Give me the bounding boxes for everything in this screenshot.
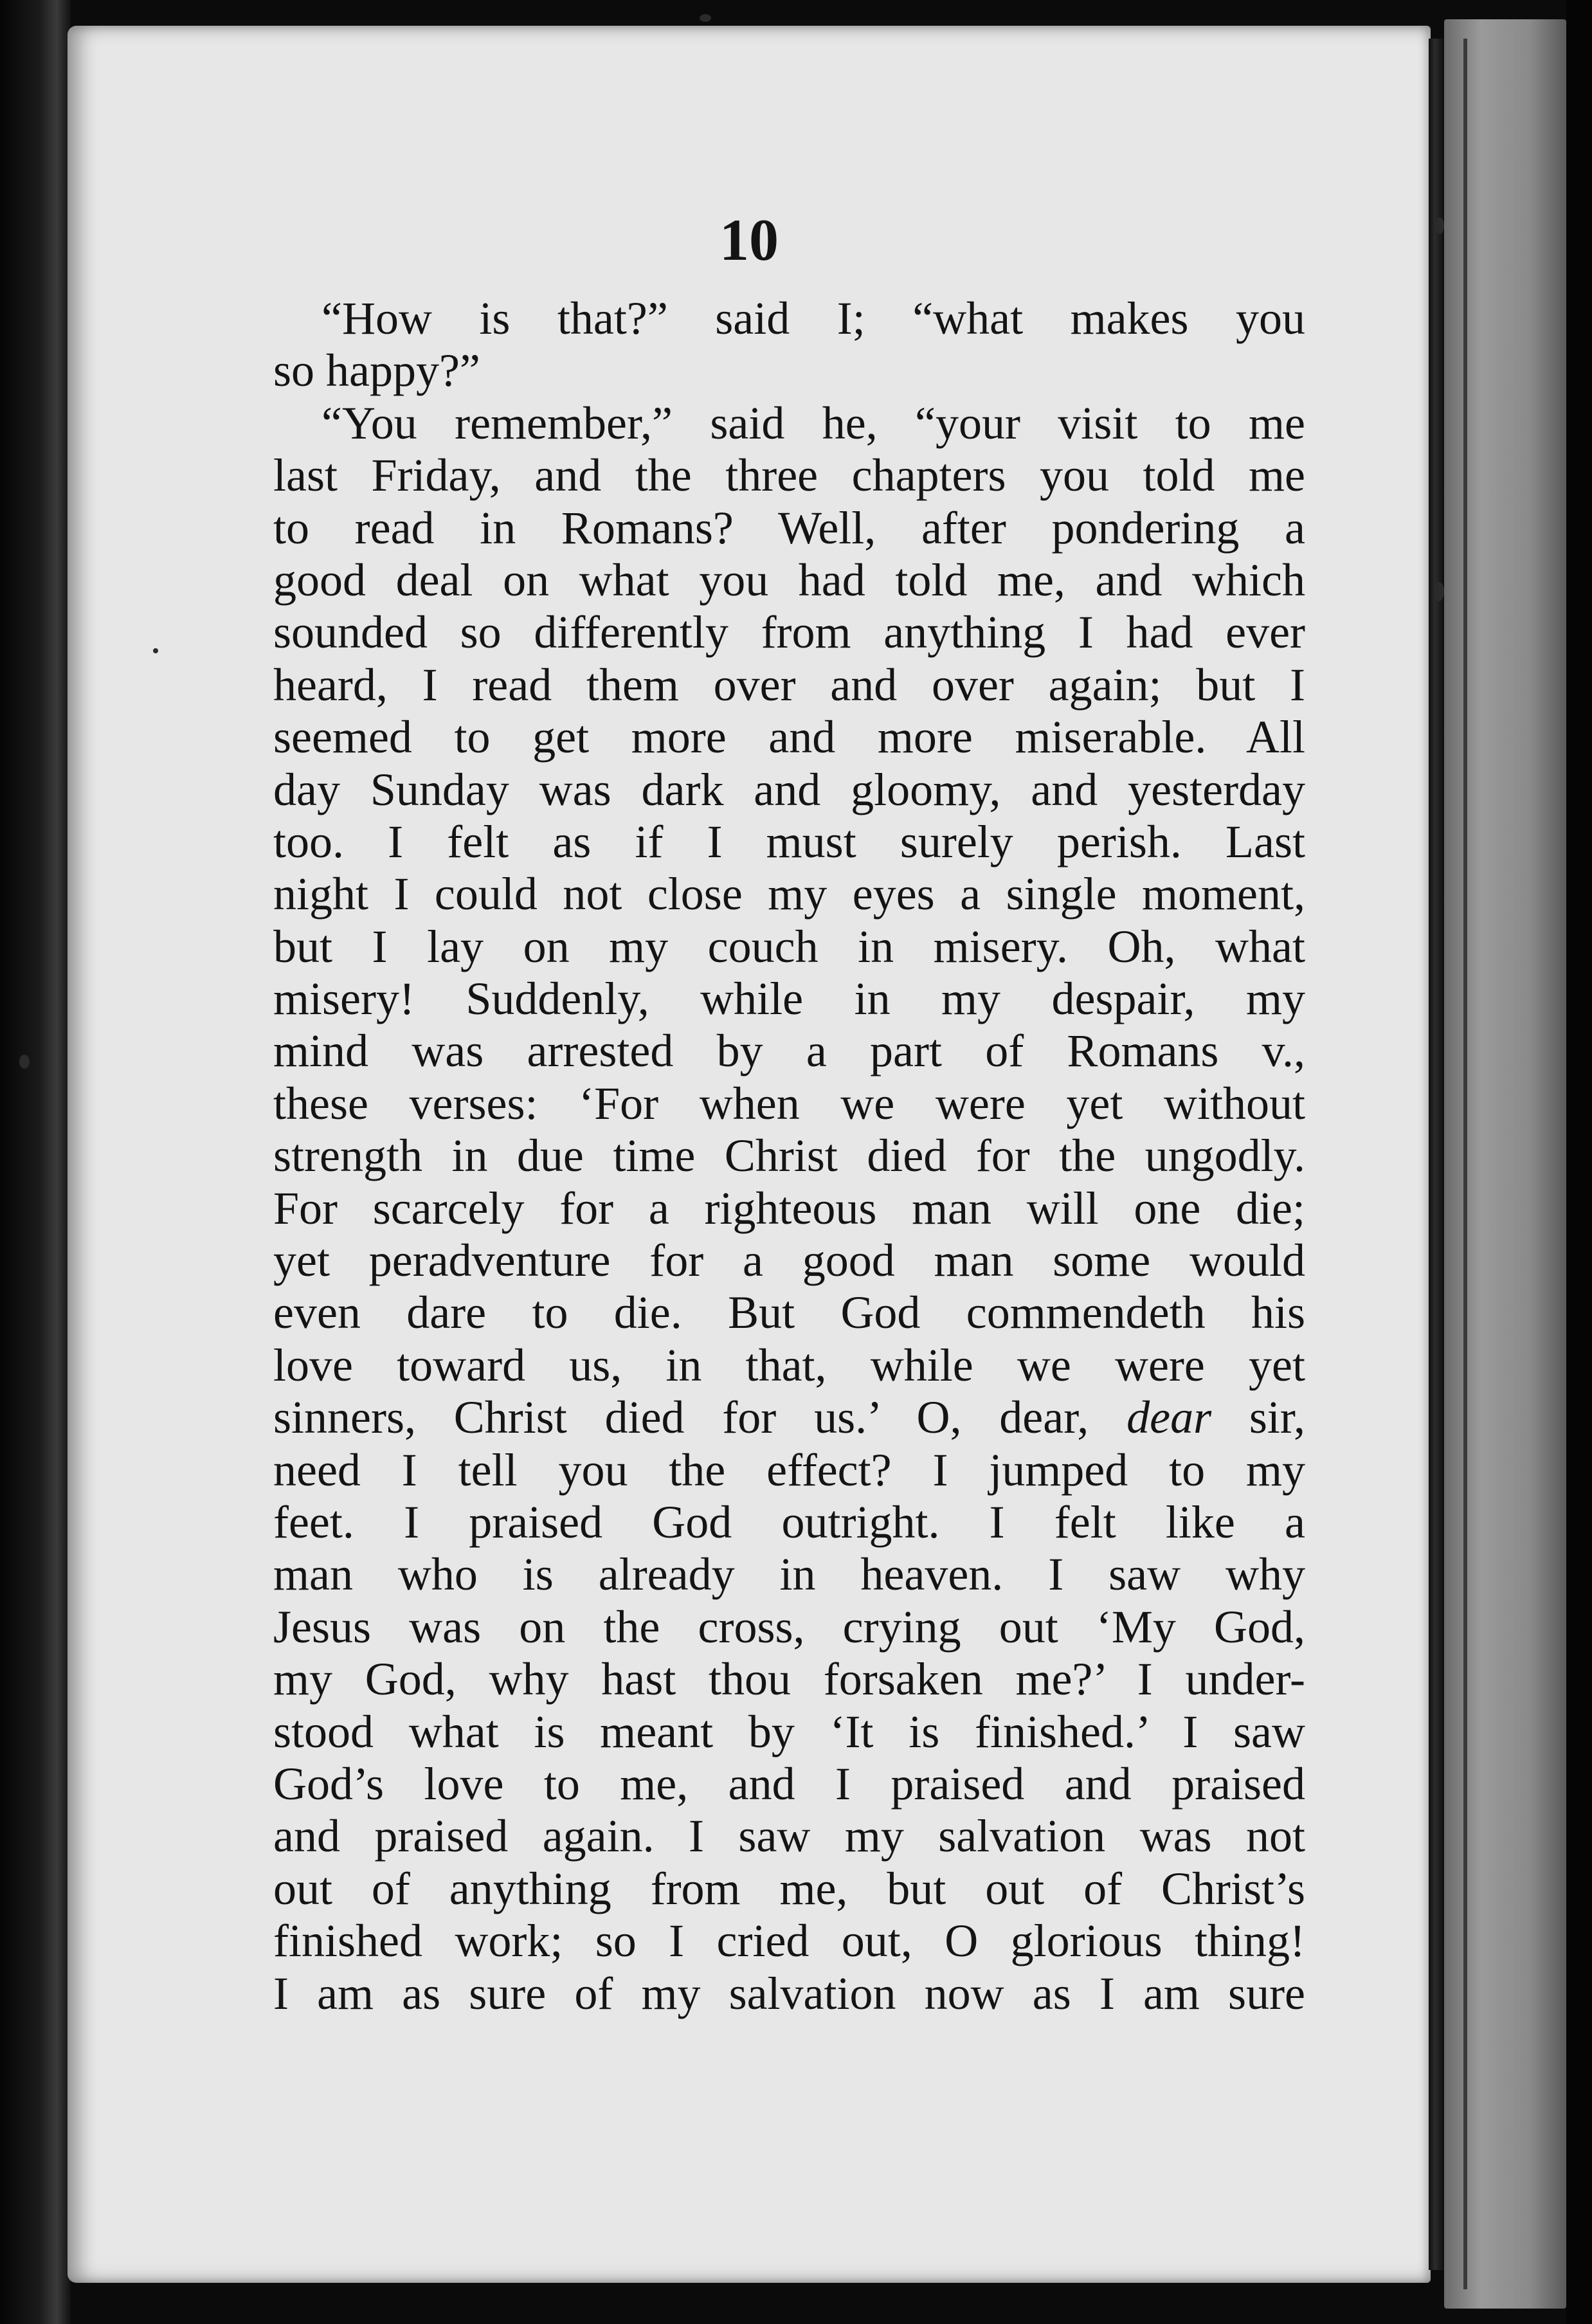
text-line-with-italic [273,1392,1305,1444]
text-line: “You remember,” said he, “your visit to me [321,397,1305,449]
text-line: yet peradventure for a good man some would [273,1235,1305,1287]
text-line: too. I felt as if I must surely perish. Last [273,815,1305,867]
text-line: seemed to get more and more miserable. All [273,711,1305,763]
text-line: and praised again. I saw my salvation was not [273,1810,1305,1862]
text-line: day Sunday was dark and gloomy, and yesterday [273,763,1305,815]
text-line: sounded so differently from anything I had ever [273,606,1305,658]
text-line: good deal on what you had told me, and which [273,554,1305,606]
text-line: night I could not close my eyes a single moment, [273,868,1305,920]
text-segment: sinners, Christ died for us.’ O, dear, [273,1392,1089,1444]
italic-emphasis: dear [1126,1392,1212,1444]
text-line: out of anything from me, but out of Christ’s [273,1862,1305,1914]
facing-page-edge [1444,19,1566,2309]
text-line: but I lay on my couch in misery. Oh, what [273,920,1305,972]
text-line: heard, I read them over and over again; but I [273,658,1305,711]
text-line: God’s love to me, and I praised and praised [273,1757,1305,1810]
book-spine-shadow [0,0,71,2324]
text-line: need I tell you the effect? I jumped to my [273,1444,1305,1496]
text-line: Jesus was on the cross, crying out ‘My God, [273,1601,1305,1653]
text-line: stood what is meant by ‘It is finished.’ I saw [273,1705,1305,1757]
text-line: “How is that?” said I; “what makes you [321,293,1305,344]
text-line: these verses: ‘For when we were yet without [273,1077,1305,1129]
text-line: my God, why hast thou forsaken me?’ I under- [273,1653,1305,1705]
scan-speck [19,1055,30,1069]
scan-border [1566,0,1592,2324]
text-line: strength in due time Christ died for the ungodly. [273,1130,1305,1182]
text-line: even dare to die. But God commendeth his [273,1287,1305,1339]
text-line: to read in Romans? Well, after pondering a [273,502,1305,554]
scan-speck [153,648,158,653]
text-line: last Friday, and the three chapters you told me [273,449,1305,502]
scan-speck [1434,582,1444,601]
text-line: so happy?” [273,345,480,397]
text-line: man who is already in heaven. I saw why [273,1548,1305,1601]
page-gutter [1429,39,1444,2270]
facing-page-shadow-line [1463,39,1467,2289]
text-segment: sir, [1249,1392,1306,1444]
text-line: love toward us, in that, while we were yet [273,1339,1305,1391]
text-line: feet. I praised God outright. I felt like a [273,1496,1305,1548]
text-line: mind was arrested by a part of Romans v., [273,1025,1305,1077]
scan-speck [1435,217,1444,234]
text-line: I am as sure of my salvation now as I am sure [273,1967,1305,2019]
text-line: finished work; so I cried out, O glorious thing! [273,1915,1305,1967]
text-line: misery! Suddenly, while in my despair, my [273,973,1305,1025]
text-line: For scarcely for a righteous man will one die; [273,1182,1305,1234]
body-text [273,293,1305,2020]
page-number: 10 [719,207,779,273]
scan-speck [700,14,711,22]
